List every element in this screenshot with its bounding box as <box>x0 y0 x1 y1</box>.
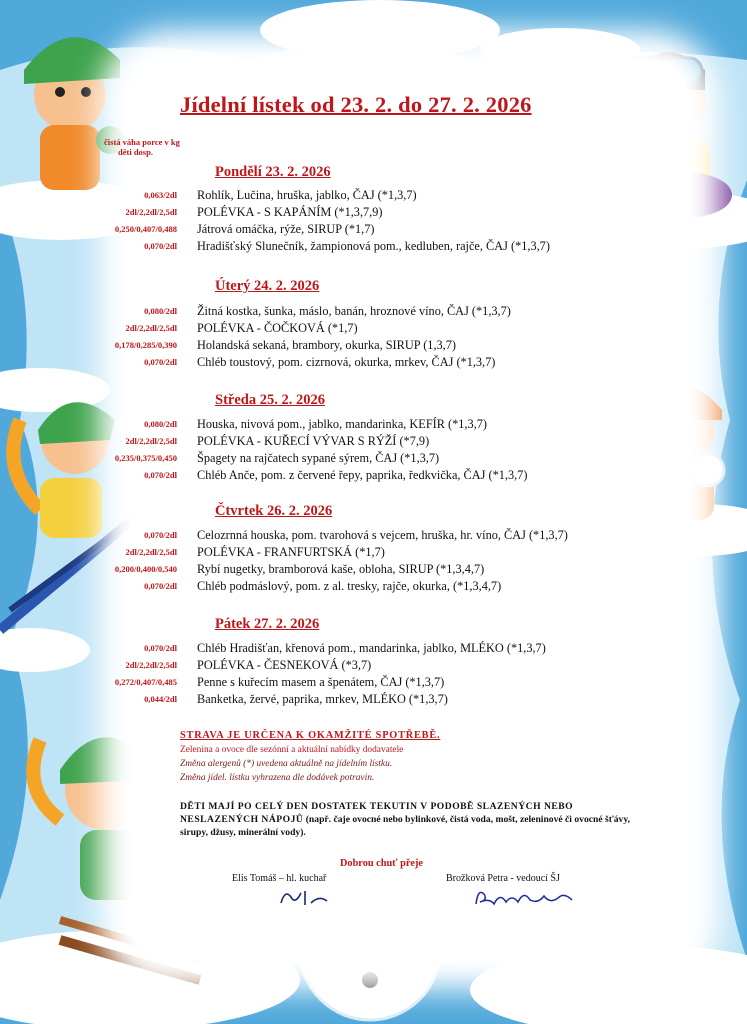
produce-note: Zelenina a ovoce dle sezónní a aktuální nabídky dodavatele <box>180 745 404 755</box>
meal-row <box>0 417 747 433</box>
portion-size: 0,235/0,375/0,450 <box>114 453 177 463</box>
chef-signature <box>275 885 335 911</box>
meal-description: Celozrnná houska, pom. tvarohová s vejcem, hruška, hr. víno, ČAJ (*1,3,7) <box>197 528 568 542</box>
meal-row <box>0 658 747 674</box>
meal-description: Rybí nugetky, bramborová kaše, obloha, SIRUP (*1,3,4,7) <box>197 562 485 576</box>
meal-description: Penne s kuřecím masem a špenátem, ČAJ (*1,3,7) <box>197 675 445 689</box>
drinks-note-heading: DĚTI MAJÍ PO CELÝ DEN DOSTATEK TEKUTIN V PODOBĚ SLAZENÝCH NEBO NESLAZENÝCH NÁPOJŮ <box>180 801 574 825</box>
meal-row <box>0 545 747 561</box>
portion-size: 2dl/2,2dl/2,5dl <box>125 323 177 333</box>
meal-row <box>0 451 747 467</box>
meal-row <box>0 205 747 221</box>
portion-size: 0,080/2dl <box>144 419 177 429</box>
meal-row <box>0 528 747 544</box>
chef-name: Elis Tomáš – hl. kuchař <box>232 873 327 884</box>
portion-size: 0,272/0,407/0,485 <box>114 677 177 687</box>
portion-size: 2dl/2,2dl/2,5dl <box>125 207 177 217</box>
portion-size: 0,070/2dl <box>144 241 177 251</box>
meal-row <box>0 239 747 255</box>
meal-row <box>0 188 747 204</box>
portion-columns-label: děti dosp. <box>118 147 153 157</box>
portion-size: 0,080/2dl <box>144 306 177 316</box>
meal-description: POLÉVKA - FRANFURTSKÁ (*1,7) <box>197 545 385 559</box>
meal-description: POLÉVKA - KUŘECÍ VÝVAR S RÝŽÍ (*7,9) <box>197 434 430 448</box>
meal-description: POLÉVKA - S KAPÁNÍM (*1,3,7,9) <box>197 205 383 219</box>
menu-change-note: Změna jídel. lístku vyhrazena dle dodávek potravin. <box>180 773 375 783</box>
meal-description: Holandská sekaná, brambory, okurka, SIRUP (1,3,7) <box>197 338 456 352</box>
consumption-notice: STRAVA JE URČENA K OKAMŽITÉ SPOTŘEBĚ. <box>180 730 441 741</box>
drinks-note-detail: (např. čaje ovocné nebo bylinkové, čistá voda, mošt, zeleninové či ovocné šťávy, sirupy, džusy, minerální vody). <box>180 814 630 838</box>
day-title: Pátek 27. 2. 2026 <box>215 616 320 632</box>
portion-size: 0,070/2dl <box>144 530 177 540</box>
drinks-note <box>180 800 630 839</box>
portion-size: 0,063/2dl <box>144 190 177 200</box>
portion-size: 0,070/2dl <box>144 357 177 367</box>
meal-description: Houska, nivová pom., jablko, mandarinka, KEFÍR (*1,3,7) <box>197 417 487 431</box>
portion-size: 0,044/2dl <box>144 694 177 704</box>
manager-name: Brožková Petra - vedoucí ŠJ <box>446 873 560 884</box>
portion-size: 0,178/0,285/0,390 <box>114 340 177 350</box>
allergen-note: Změna alergenů (*) uvedena aktuálně na jídelním lístku. <box>180 759 393 769</box>
meal-row <box>0 321 747 337</box>
bon-appetit-text: Dobrou chuť přeje <box>340 858 423 869</box>
meal-description: Chléb podmáslový, pom. z al. tresky, rajče, okurka, (*1,3,4,7) <box>197 579 502 593</box>
meal-description: Chléb toustový, pom. cizrnová, okurka, mrkev, ČAJ (*1,3,7) <box>197 355 496 369</box>
meal-description: Banketka, žervé, paprika, mrkev, MLÉKO (*1,3,7) <box>197 692 448 706</box>
meal-row <box>0 222 747 238</box>
portion-size: 0,070/2dl <box>144 643 177 653</box>
meal-description: Chléb Anče, pom. z červené řepy, paprika, ředkvička, ČAJ (*1,3,7) <box>197 468 528 482</box>
meal-row <box>0 468 747 484</box>
portion-weight-label: čistá váha porce v kg <box>104 137 180 147</box>
meal-description: POLÉVKA - ČESNEKOVÁ (*3,7) <box>197 658 372 672</box>
day-title: Úterý 24. 2. 2026 <box>215 278 320 294</box>
meal-row <box>0 692 747 708</box>
portion-size: 2dl/2,2dl/2,5dl <box>125 547 177 557</box>
meal-row <box>0 304 747 320</box>
meal-row <box>0 562 747 578</box>
meal-row <box>0 579 747 595</box>
page-title: Jídelní lístek od 23. 2. do 27. 2. 2026 <box>180 92 532 117</box>
portion-size: 0,070/2dl <box>144 581 177 591</box>
day-title: Pondělí 23. 2. 2026 <box>215 164 331 180</box>
day-title: Středa 25. 2. 2026 <box>215 392 325 408</box>
portion-size: 2dl/2,2dl/2,5dl <box>125 436 177 446</box>
meal-description: Játrová omáčka, rýže, SIRUP (*1,7) <box>197 222 375 236</box>
manager-signature <box>470 884 580 912</box>
portion-weight-note <box>104 137 194 157</box>
portion-size: 2dl/2,2dl/2,5dl <box>125 660 177 670</box>
meal-description: Rohlík, Lučina, hruška, jablko, ČAJ (*1,3,7) <box>197 188 417 202</box>
portion-size: 0,250/0,407/0,488 <box>114 224 177 234</box>
portion-size: 0,070/2dl <box>144 470 177 480</box>
meal-row <box>0 338 747 354</box>
meal-description: Špagety na rajčatech sypané sýrem, ČAJ (*1,3,7) <box>197 451 440 465</box>
meal-row <box>0 434 747 450</box>
meal-description: Žitná kostka, šunka, máslo, banán, hroznové víno, ČAJ (*1,3,7) <box>197 304 511 318</box>
meal-description: Hradišťský Slunečník, žampionová pom., kedluben, rajče, ČAJ (*1,3,7) <box>197 239 550 253</box>
meal-description: POLÉVKA - ČOČKOVÁ (*1,7) <box>197 321 358 335</box>
portion-size: 0,200/0,400/0,540 <box>114 564 177 574</box>
meal-description: Chléb Hradišťan, křenová pom., mandarinka, jablko, MLÉKO (*1,3,7) <box>197 641 546 655</box>
meal-row <box>0 641 747 657</box>
meal-row <box>0 675 747 691</box>
meal-row <box>0 355 747 371</box>
day-title: Čtvrtek 26. 2. 2026 <box>215 503 333 519</box>
